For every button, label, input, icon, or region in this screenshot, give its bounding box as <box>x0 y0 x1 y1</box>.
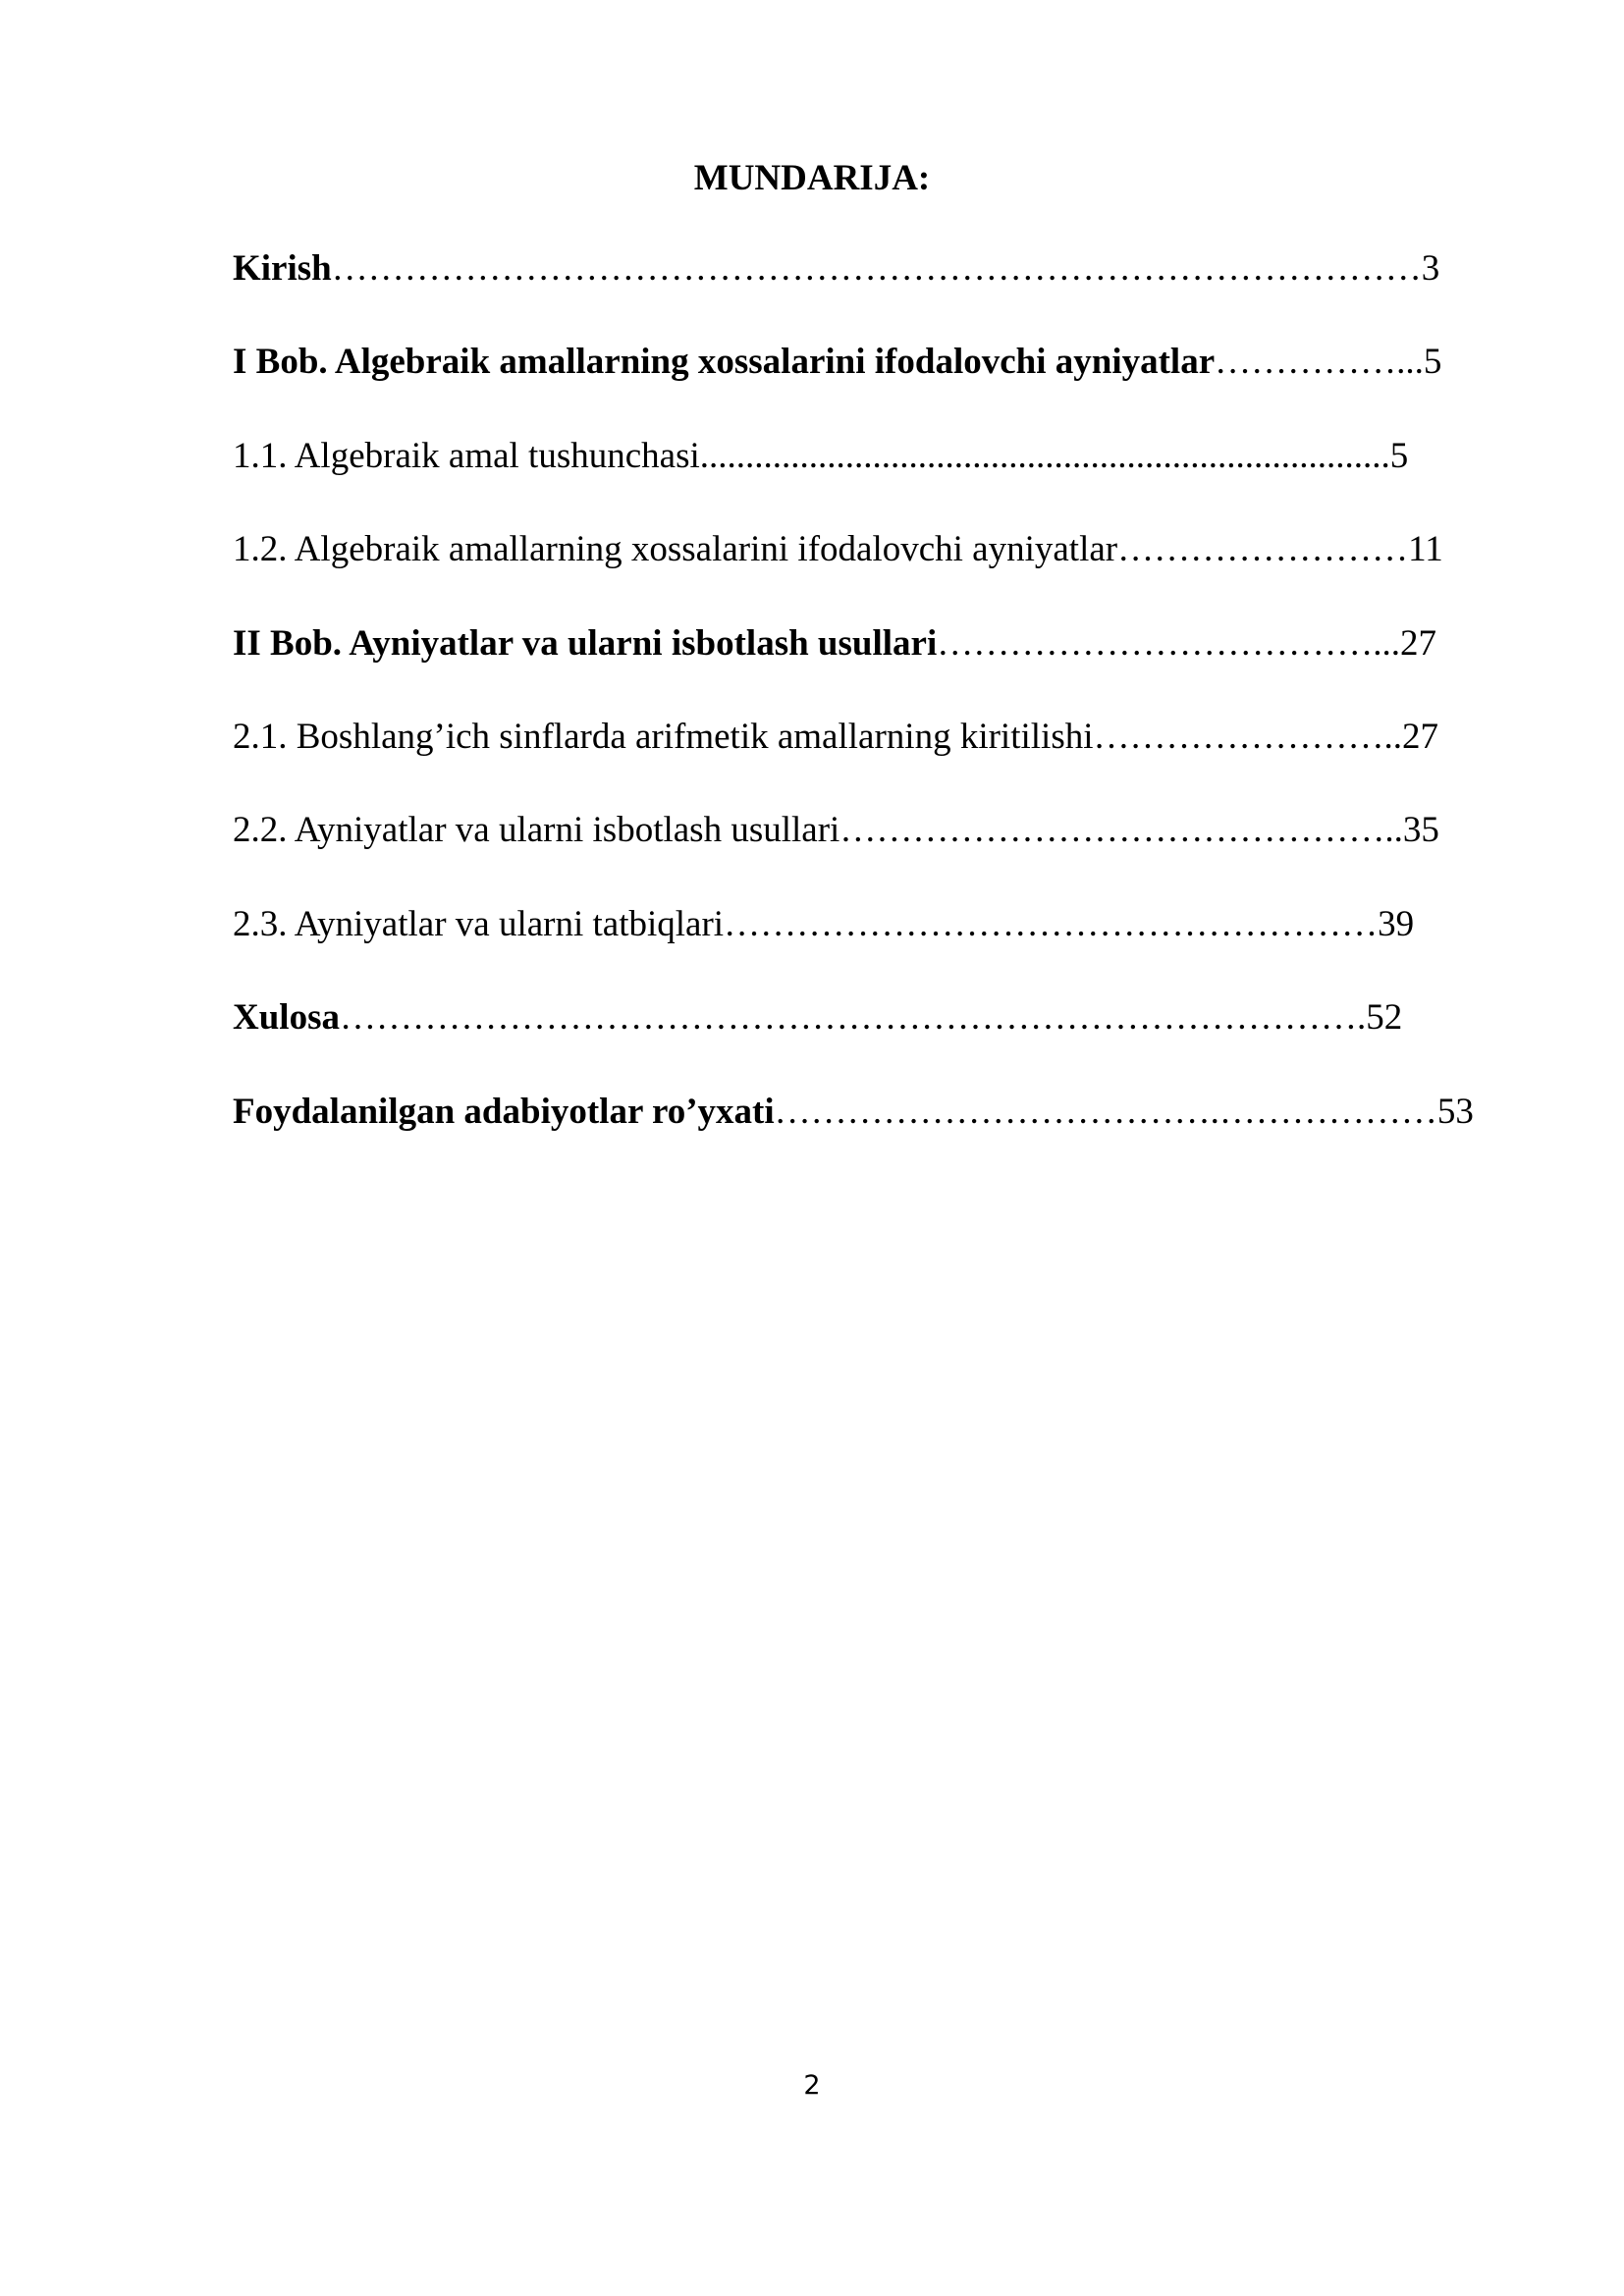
toc-entry-page: 5 <box>1389 435 1409 476</box>
toc-entry-page: 27 <box>1402 716 1438 757</box>
toc-entry-label: I Bob. Algebraik amallarning xossalarini ifodalovchi ayniyatlar <box>233 342 1216 383</box>
toc-entry-page: 3 <box>1421 248 1440 289</box>
toc-entry-label: 2.3. Ayniyatlar va ularni tatbiqlari <box>233 903 725 944</box>
toc-entry-label: 2.2. Ayniyatlar va ularni isbotlash usullari <box>233 810 840 851</box>
toc-entry-section-1-1 <box>233 427 1474 520</box>
toc-entry-leader: …………………… <box>1117 529 1409 570</box>
toc-entry-label: 1.2. Algebraik amallarning xossalarini ifodalovchi ayniyatlar <box>233 529 1118 570</box>
toc-entry-section-1-2 <box>233 520 1474 614</box>
toc-entry-page: 5 <box>1423 342 1442 383</box>
toc-entry-leader: …………………………………………………………………………. <box>339 997 1367 1039</box>
toc-entry-page: 35 <box>1402 810 1439 851</box>
toc-entry-leader: ……………………………………………………………………………… <box>331 248 1422 289</box>
toc-entry-chapter-2 <box>233 614 1474 708</box>
toc-entry-page: 27 <box>1400 622 1436 664</box>
toc-entry-leader: ……………………………….……………… <box>774 1091 1437 1132</box>
toc-entry-page: 53 <box>1436 1091 1474 1132</box>
toc-entry-xulosa <box>233 988 1474 1082</box>
toc-entry-page: 11 <box>1408 529 1443 570</box>
toc-entry-leader: ……………………………………………… <box>724 903 1379 944</box>
toc-entry-label: Foydalanilgan adabiyotlar ro’yxati <box>233 1091 775 1132</box>
toc-entry-label: 1.1. Algebraik amal tushunchasi <box>233 435 700 476</box>
toc-entry-label: II Bob. Ayniyatlar va ularni isbotlash usullari <box>233 622 938 664</box>
page-number: 2 <box>803 2070 821 2101</box>
toc-entry-leader: ……………………………………….. <box>839 810 1403 851</box>
toc-entry-bibliography <box>233 1083 1474 1176</box>
toc-entry-kirish <box>233 240 1474 333</box>
toc-entry-leader: …………………….. <box>1093 716 1402 757</box>
toc-entry-chapter-1 <box>233 333 1474 426</box>
toc-title: MUNDARIJA: <box>693 158 931 198</box>
toc-entry-section-2-2 <box>233 801 1474 894</box>
toc-entry-leader: ……………... <box>1215 342 1424 383</box>
toc-entry-section-2-1 <box>233 708 1474 801</box>
toc-entry-page: 52 <box>1366 997 1403 1039</box>
toc-entry-label: Xulosa <box>233 997 340 1039</box>
toc-entry-leader: ............................................................................ <box>699 435 1390 476</box>
toc-entry-label: 2.1. Boshlang’ich sinflarda arifmetik amallarning kiritilishi <box>233 716 1094 757</box>
toc-entry-section-2-3 <box>233 895 1474 988</box>
toc-entry-leader: ………………………………... <box>937 622 1400 664</box>
table-of-contents <box>233 240 1474 1176</box>
toc-entry-page: 39 <box>1378 903 1415 944</box>
toc-entry-label: Kirish <box>233 248 332 289</box>
